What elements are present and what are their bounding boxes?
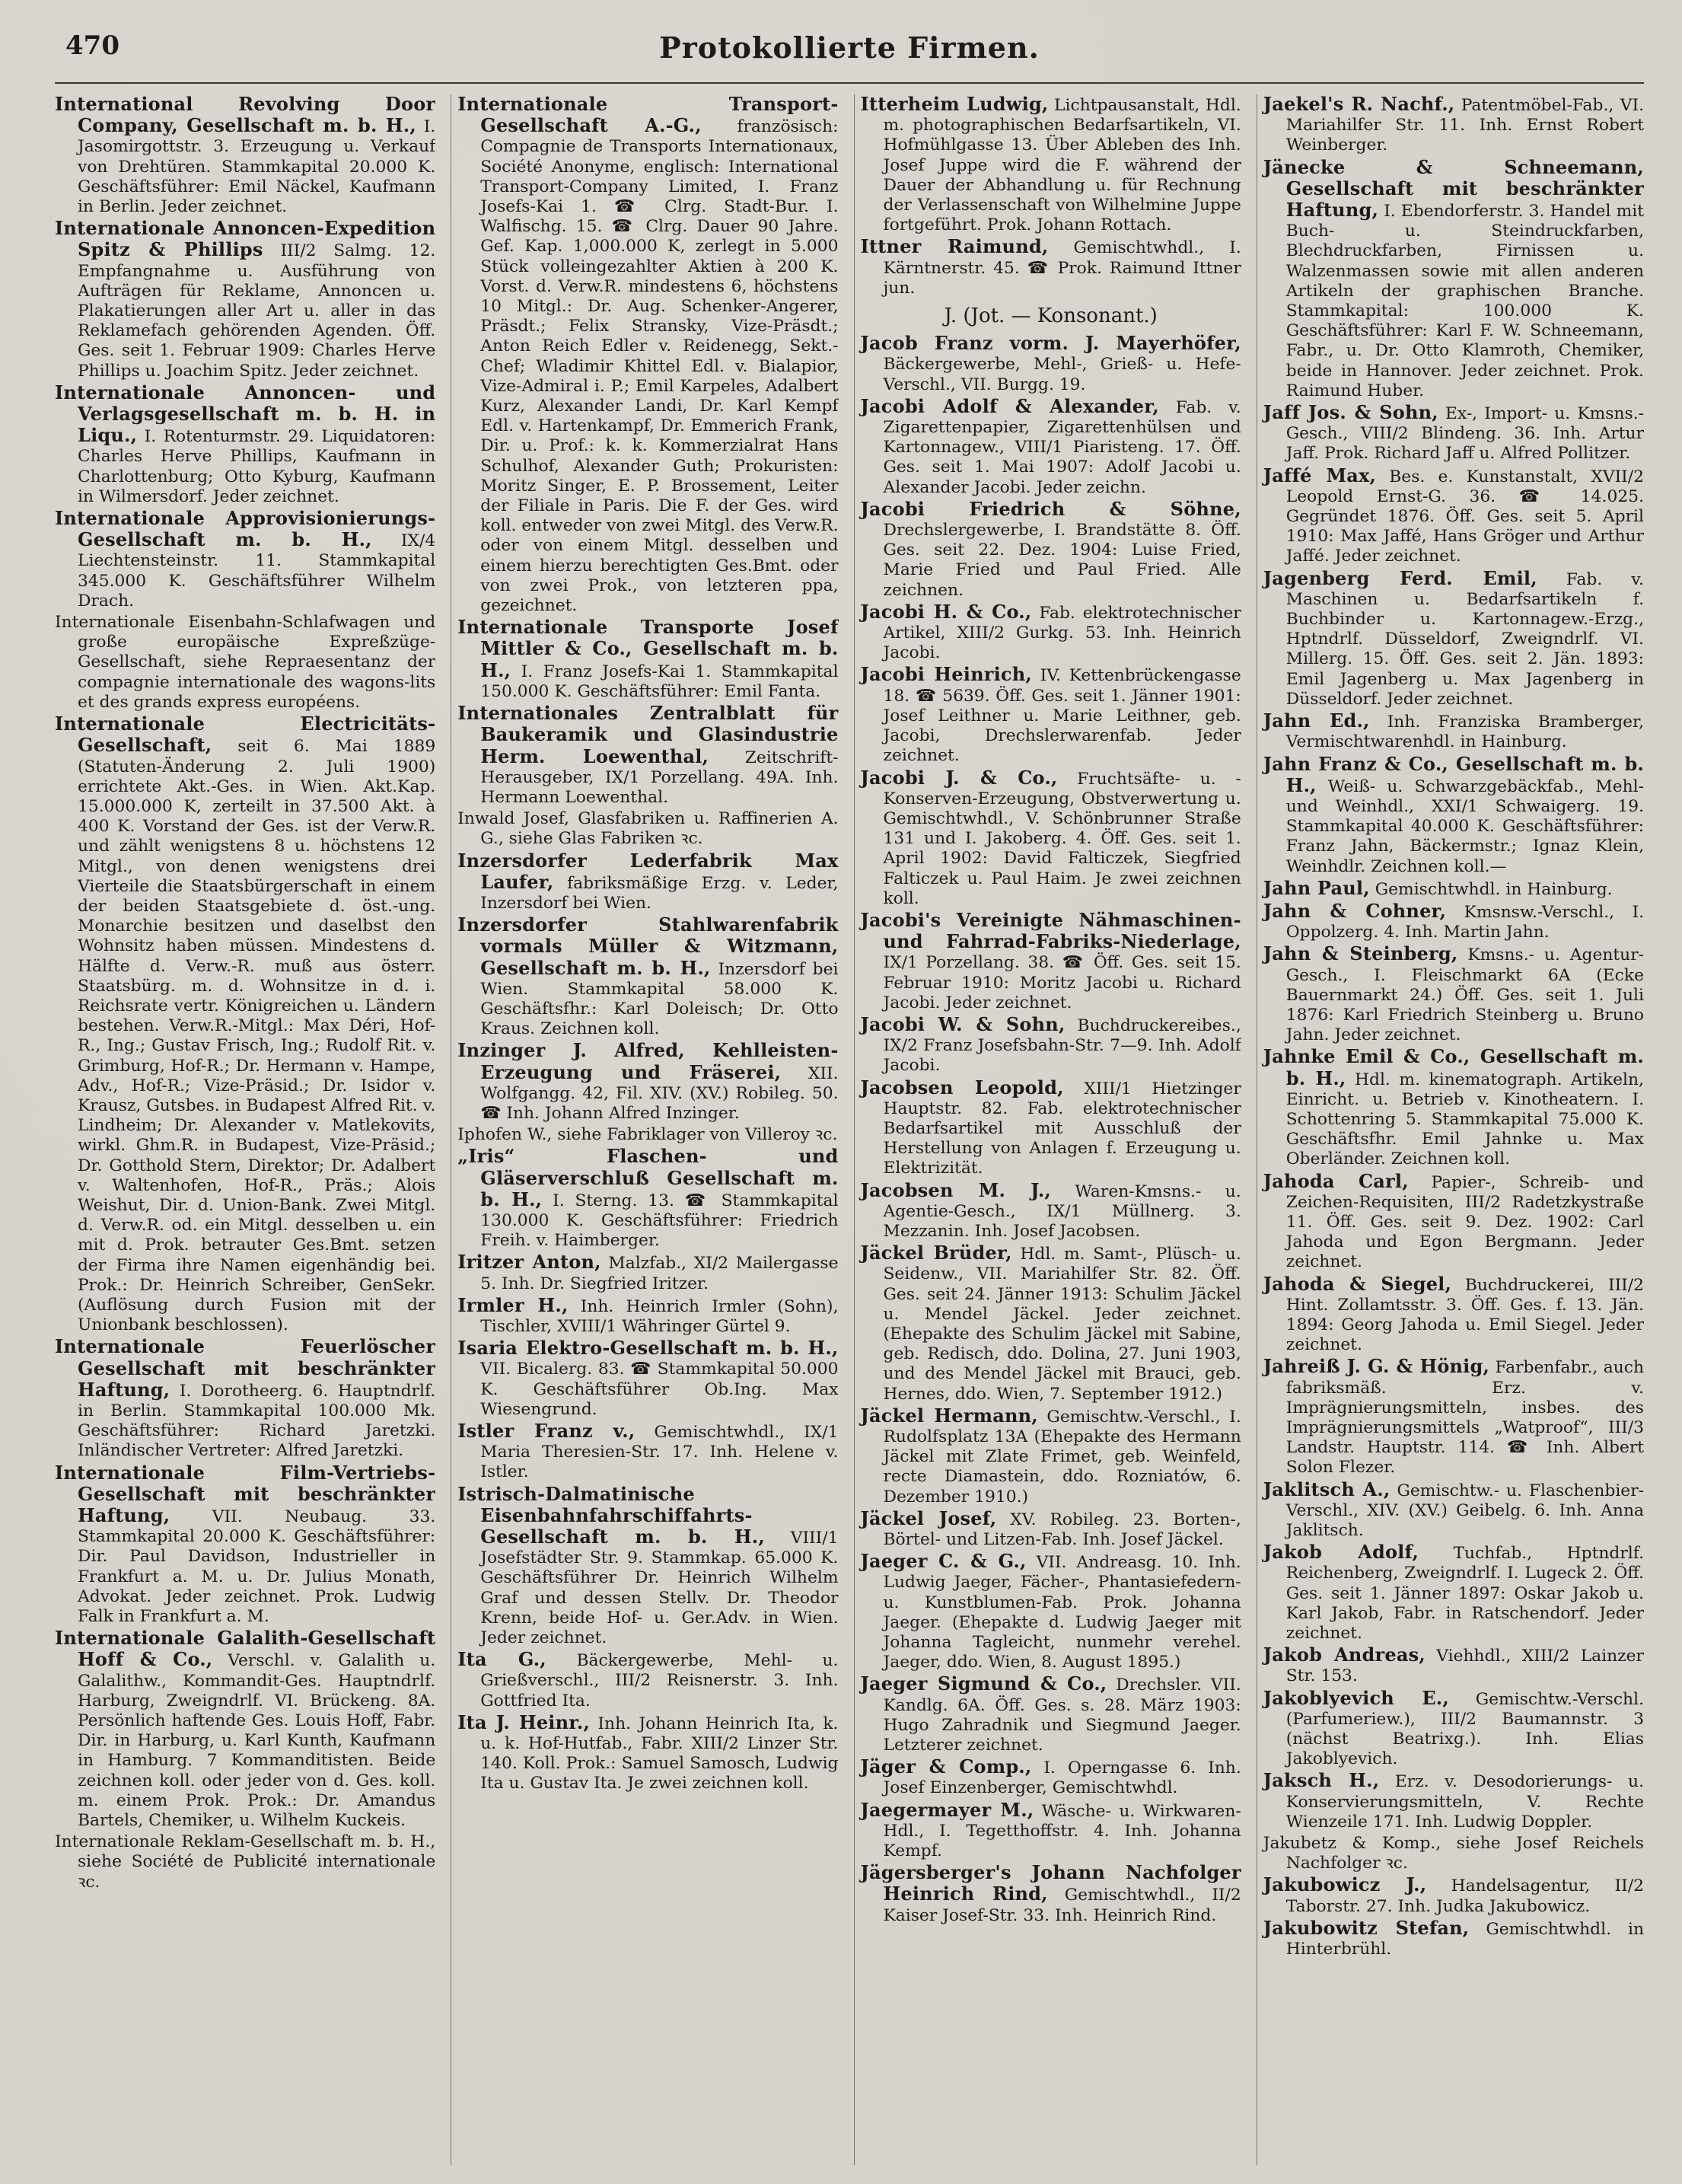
company-entry	[861, 1800, 1241, 1862]
company-name: Itterheim Ludwig,	[860, 94, 1049, 115]
company-entry	[1263, 1542, 1644, 1644]
company-name: Jahn & Cohner,	[1263, 899, 1447, 922]
company-name: Jakoblyevich E.,	[1263, 1686, 1449, 1709]
company-details: Jakubetz & Komp., siehe Josef Reichels Nachfolger ꝛc.	[1263, 1834, 1644, 1873]
company-entry	[457, 1484, 838, 1649]
company-name: Jahn Franz & Co., Gesellschaft m. b. H.,	[1263, 752, 1644, 796]
company-entry	[1263, 711, 1644, 752]
company-details: I. Sterng. 13. ☎ Stammkapital 130.000 K. Geschäftsführer: Friedrich Freih. v. Haimberger.	[480, 1191, 839, 1251]
company-name: Jäckel Josef,	[860, 1506, 997, 1529]
company-name: Jägersberger's Johann Nachfolger Heinrich Rind,	[860, 1861, 1241, 1905]
company-entry	[55, 714, 435, 1335]
company-name: Ita J. Heinr.,	[457, 1711, 591, 1733]
company-entry	[457, 1713, 838, 1794]
company-details: Gemischtwhdl., IX/1 Maria Theresien-Str. 17. Inh. Helene v. Istler.	[480, 1423, 839, 1482]
company-entry	[457, 1041, 838, 1124]
company-details: Ex-, Import- u. Kmsns.-Gesch., VIII/2 Blindeng. 36. Inh. Artur Jaff. Prok. Richard Jaff u. Alfred Pollitzer.	[1285, 404, 1644, 464]
company-entry	[1263, 466, 1644, 567]
company-entry	[1263, 878, 1644, 900]
company-entry	[1263, 1274, 1644, 1356]
company-details: Inh. Heinrich Irmler (Sohn), Tischler, XVIII/1 Währinger Gürtel 9.	[480, 1296, 839, 1336]
company-details: Gemischtwhdl., I. Kärntnerstr. 45. ☎ Prok. Raimund Ittner jun.	[883, 238, 1241, 298]
company-name: Jacobi Heinrich,	[860, 663, 1032, 686]
company-entry	[861, 665, 1241, 766]
company-details: XV. Robileg. 23. Borten-, Börtel- und Litzen-Fab. Inh. Josef Jäckel.	[883, 1510, 1241, 1550]
company-name: Jacob Franz vorm. J. Mayerhöfer,	[860, 332, 1241, 355]
company-details: Weiß- u. Schwarzgebäckfab., Mehl- und Weinhdl., XXI/1 Schwaigerg. 19. Stammkapital 40.000 K. Geschäftsführer: Franz Jahn, Bäckermstr.; Ignaz Klein, Weinhdlr. Zeichnen koll.—	[1285, 776, 1644, 876]
company-entry	[861, 1551, 1241, 1672]
company-details: I. Operngasse 6. Inh. Josef Einzenberger, Gemischtwhdl.	[883, 1758, 1241, 1798]
company-entry	[457, 1293, 839, 1337]
company-details: Malzfab., XI/2 Mailergasse 5. Inh. Dr. Siegfried Iritzer.	[480, 1254, 839, 1293]
company-details: Bäckergewerbe, Mehl-, Grieß- u. Hefe-Verschl., VII. Burgg. 19.	[883, 355, 1241, 394]
company-name: Jahnke Emil & Co., Gesellschaft m. b. H.,	[1263, 1045, 1644, 1089]
company-details: fabriksmäßige Erzg. v. Leder, Inzersdorf bei Wien.	[480, 873, 839, 913]
company-details: Fab. v. Maschinen u. Bedarfsartikeln f. Buchbinder u. Kartonnagew.-Erzg., Hptndrlf. Düsseldorf, Zweigndrlf. VI. Millerg. 15. Öff. Ges. seit 2. Jän. 1893: Emil Jagenberg u. Max Jagenberg in Düsseldorf. Jeder zeichnet.	[1285, 569, 1644, 709]
company-details: Fab. v. Zigarettenpapier, Zigarettenhülsen und Kartonnagew., VIII/1 Piaristeng. 17. Öff. Ges. seit 1. Mai 1907: Adolf Jacobi u. Alexander Jacobi. Jeder zeichn.	[883, 397, 1241, 497]
company-entry	[1263, 1047, 1644, 1169]
company-entry	[861, 1078, 1241, 1179]
company-entry	[861, 94, 1241, 235]
column-3	[854, 94, 1241, 2165]
company-entry	[861, 333, 1241, 395]
company-name: Internationale Annoncen- und Verlagsgesellschaft m. b. H. in Liqu.,	[55, 381, 436, 447]
company-details: Zeitschrift-Herausgeber, IX/1 Porzellang. 49A. Inh. Hermann Loewenthal.	[480, 748, 839, 807]
company-details: Gemischtwhdl. in Hainburg.	[1375, 879, 1613, 899]
company-name: Ita G.,	[457, 1648, 546, 1671]
company-details: Verschl. v. Galalith u. Galalithw., Kommandit-Ges. Hauptndrlf. Harburg, Zweigndrlf. VI. Brückeng. 8A. Persönlich haftende Ges. Louis Hoff, Fabr. Dir. in Harburg, u. Karl Kunth, Kaufmann in Hamburg. 7 Kommanditisten. Beide zeichnen koll. oder jeder von d. Ges. koll. m. einem Prok. Prok.: Dr. Amandus Bartels, Chemiker, u. Wilhelm Kuckeis.	[78, 1651, 436, 1831]
company-details: III/2 Salmg. 12. Empfangnahme u. Ausführung von Aufträgen für Reklame, Annoncen u. Plakatierungen aller Art u. aller in das Reklamefach gehörenden Agenden. Öff. Ges. seit 1. Februar 1909: Charles Herve Phillips u. Joachim Spitz. Jeder zeichnet.	[78, 241, 436, 381]
company-details: seit 6. Mai 1889 (Statuten-Änderung 2. Juli 1900) errichtete Akt.-Ges. in Wien. Akt.Kap. 15.000.000 K, zerteilt in 37.500 Akt. à 400 K. Vorstand der Ges. ist der Verw.R. und zählt wenigstens 8 u. höchstens 12 Mitgl., von denen wenigstens drei Vierteile die Staatsbürgerschaft in einem der beiden Staatsgebiete d. öst.-ung. Monarchie besitzen und daselbst den Wohnsitz haben müssen. Mindestens d. Hälfte d. Verw.-R. muß aus österr. Staatsbürg. m. d. Wohnsitze in d. i. Reichsrate vertr. Königreichen u. Ländern bestehen. Verw.R.-Mitgl.: Max Déri, Hof-R., Ing.; Gustav Frisch, Ing.; Rudolf Rit. v. Grimburg, Hof-R.; Dr. Hermann v. Hampe, Adv., Hof-R.; Vize-Präsid.; Dr. Isidor v. Krausz, Gutsbes. in Budapest Alfred Rit. v. Lindheim; Dr. Alexander v. Matlekovits, wirkl. Ghm.R. in Budapest, Vize-Präsid.; Dr. Gotthold Stern, Direktor; Dr. Adalbert v. Waltenhofen, Hof-R., Präs.; Alois Weishut, Dir. d. Union-Bank. Zwei Mitgl. d. Verw.R. od. ein Mitgl. desselben u. ein mit d. Prok. betrauter Ges.Bmt. setzen der Firma ihre Namen eigenhändig bei. Prok.: Dr. Heinrich Schreiber, GenSekr. (Auflösung durch Fusion mit der Unionbank beschlossen).	[78, 737, 436, 1335]
company-details: Kmsnsw.-Verschl., I. Oppolzerg. 4. Inh. Martin Jahn.	[1285, 902, 1644, 942]
company-details: I. Jasomirgottstr. 3. Erzeugung u. Verkauf von Drehtüren. Stammkapital 20.000 K. Geschäftsführer: Emil Näckel, Kaufmann in Berlin. Jeder zeichnet.	[78, 117, 436, 217]
company-details: Gemischtw.-Verschl., I. Rudolfsplatz 13A (Ehepakte des Hermann Jäckel mit Zlate Frimet, geb. Weinfeld, recte Diamastein, ddo. Rozniatów, 6. Dezember 1910.)	[883, 1407, 1241, 1506]
company-name: Istrisch-Dalmatinische Eisenbahnfahrschiffahrts-Gesellschaft m. b. H.,	[457, 1482, 765, 1548]
page-number: 470	[65, 30, 119, 61]
company-details: Wäsche- u. Wirkwaren-Hdl., I. Tegetthoffstr. 4. Inh. Johanna Kempf.	[883, 1801, 1241, 1861]
company-details: Waren-Kmsns.- u. Agentie-Gesch., IX/1 Müllnerg. 3. Mezzanin. Inh. Josef Jacobsen.	[883, 1181, 1241, 1241]
company-details: Internationale Reklam-Gesellschaft m. b. H., siehe Société de Publicité internationale ꝛc.	[55, 1832, 436, 1892]
company-entry	[860, 394, 1241, 498]
company-entry	[1263, 1480, 1644, 1542]
company-name: Jahn Ed.,	[1263, 709, 1370, 732]
company-details: Internationale Eisenbahn-Schlafwagen und große europäische Expreßzüge-Gesellschaft, siehe Repraesentanz der compagnie internationale des wagons-lits et des grands express européens.	[55, 613, 436, 712]
company-details: Gemischtwhdl. in Hinterbrühl.	[1285, 1919, 1644, 1959]
company-entry	[861, 1674, 1241, 1755]
company-entry	[860, 1178, 1241, 1242]
company-details: Fruchtsäfte- u. -Konserven-Erzeugung, Obstverwertung u. Gemischtwhdl., V. Schönbrunner Straße 131 und I. Jakoberg. 4. Öff. Ges. seit 1. April 1902: David Falticzek, Siegfried Falticzek u. Paul Haim. Je zwei zeichnen koll.	[883, 769, 1241, 908]
company-details: Inh. Johann Heinrich Ita, k. u. k. Hof-Hutfab., Fabr. XIII/2 Linzer Str. 140. Koll. Prok.: Samuel Samosch, Ludwig Ita u. Gustav Ita. Je zwei zeichnen koll.	[480, 1714, 839, 1793]
company-entry	[457, 809, 838, 849]
company-entry	[860, 1506, 1241, 1550]
company-details: Farbenfabr., auch fabriksmäß. Erz. v. Imprägnierungsmitteln, insbes. des Imprägnierungsmittels „Watproof“, III/3 Landstr. Hauptstr. 114. ☎ Inh. Albert Solon Flezer.	[1285, 1358, 1644, 1478]
company-details: Bes. e. Kunstanstalt, XVII/2 Leopold Ernst-G. 36. ☎ 14.025. Gegründet 1876. Öff. Ges. seit 5. April 1910: Max Jaffé, Hans Gröger und Arthur Jaffé. Jeder zeichnet.	[1285, 467, 1644, 566]
company-entry	[1263, 1688, 1644, 1770]
company-details: Viehhdl., XIII/2 Lainzer Str. 153.	[1285, 1647, 1644, 1686]
company-name: Internationale Galalith-Gesellschaft Hoff & Co.,	[55, 1627, 436, 1671]
company-details: Kmsns.- u. Agentur-Gesch., I. Fleischmarkt 6A (Ecke Bauernmarkt 24.) Öff. Ges. seit 1. Juli 1876: Karl Friedrich Steinberg u. Bruno Jahn. Jeder zeichnet.	[1285, 945, 1644, 1045]
company-name: Jakubowitz Stefan,	[1263, 1916, 1470, 1939]
company-entry	[457, 1146, 838, 1251]
company-entry	[457, 915, 838, 1039]
company-entry	[1263, 754, 1644, 877]
company-name: Jäckel Hermann,	[860, 1404, 1038, 1427]
company-details: Gemischtwhdl., II/2 Kaiser Josef-Str. 33. Inh. Heinrich Rind.	[883, 1886, 1241, 1925]
company-entry	[1263, 566, 1644, 709]
company-name: Jacobi's Vereinigte Nähmaschinen- und Fahrrad-Fabriks-Niederlage,	[860, 908, 1241, 953]
column-2	[451, 94, 838, 2165]
company-details: Buchdruckereibes., IX/2 Franz Josefsbahn-Str. 7—9. Inh. Adolf Jacobi.	[883, 1015, 1241, 1076]
company-details: Inh. Franziska Bramberger, Vermischtwarenhdl. in Hainburg.	[1285, 713, 1644, 752]
company-name: Internationale Film-Vertriebs-Gesellschaft mit beschränkter Haftung,	[55, 1461, 436, 1527]
company-details: I. Dorotheerg. 6. Hauptndrlf. in Berlin. Stammkapital 100.000 Mk. Geschäftsführer: Richard Jaretzki. Inländischer Vertreter: Alfred Jaretzki.	[78, 1381, 436, 1461]
company-entry	[457, 1338, 838, 1420]
company-entry	[1263, 1645, 1644, 1686]
company-name: Internationale Feuerlöscher Gesellschaft mit beschränkter Haftung,	[55, 1335, 436, 1401]
company-name: Internationales Zentralblatt für Baukeramik und Glasindustrie Herm. Loewenthal,	[457, 702, 839, 767]
company-details: I. Ebendorferstr. 3. Handel mit Buch- u. Steindruckfarben, Blechdruckfarben, Firnissen u. Walzenmassen sowie mit allen anderen Artikeln der graphischen Branche. Stammkapital: 100.000 K. Geschäftsführer: Karl F. W. Schneemann, Fabr., u. Dr. Otto Klamroth, Chemiker, beide in Hannover. Jeder zeichnet. Prok. Raimund Huber.	[1285, 202, 1644, 400]
company-details: französisch: Compagnie de Transports Internationaux, Société Anonyme, englisch: International Transport-Company Limited, I. Franz Josefs-Kai 1. ☎ Clrg. Stadt-Bur. I. Walfischg. 15. ☎ Clrg. Dauer 90 Jahre. Gef. Kap. 1,000.000 K, zerlegt in 5.000 Stück volleingezahlter Aktien à 200 K. Vorst. d. Verw.R. mindestens 6, höchstens 10 Mitgl.: Dr. Aug. Schenker-Angerer, Präsdt.; Felix Stransky, Vize-Präsdt.; Anton Reich Edler v. Reidenegg, Sekt.-Chef; Wladimir Khittel Edl. v. Bialapior, Vize-Admiral i. P.; Emil Karpeles, Adalbert Kurz, Alexander Landi, Dr. Karl Kempf Edl. v. Hartenkampf, Dr. Emmerich Frank, Dir. u. Prof.: k. k. Kommerzialrat Hans Schulhof, Alexander Guth; Prokuristen: Moritz Singer, E. P. Brossement, Leiter der Filiale in Paris. Die F. der Ges. wird koll. entweder von zwei Mitgl. des Verw.R. oder von einem Mitgl. desselben und einem hierzu berechtigten Ges.Bmt. oder von zwei Prok., von letzteren ppa, gezeichnet.	[480, 117, 839, 616]
company-name: Internationale Electricitäts-Gesellschaft,	[55, 713, 436, 757]
company-details: Iphofen W., siehe Fabriklager von Villeroy ꝛc.	[457, 1125, 838, 1145]
company-details: Drechslergewerbe, I. Brandstätte 8. Öff. Ges. seit 22. Dez. 1904: Luise Fried, Marie Fried und Paul Fried. Alle zeichnen.	[883, 521, 1241, 600]
company-name: Jahoda & Siegel,	[1263, 1272, 1452, 1295]
company-entry	[55, 218, 435, 381]
company-details: VIII/1 Josefstädter Str. 9. Stammkap. 65.000 K. Geschäftsführer Dr. Heinrich Wilhelm Graf und dessen Stellv. Dr. Theodor Krenn, beide Hof- u. Ger.Adv. in Wien. Jeder zeichnet.	[480, 1529, 839, 1648]
company-name: Jahreiß J. G. & Hönig,	[1263, 1355, 1490, 1378]
company-entry	[860, 1012, 1241, 1076]
company-name: Jagenberg Ferd. Emil,	[1263, 566, 1537, 589]
company-details: VII. Neubaug. 33. Stammkapital 20.000 K. Geschäftsführer: Dir. Paul Davidson, Industrieller in Frankfurt a. M. u. Dr. Julius Monath, Advokat. Jeder zeichnet. Prok. Ludwig Falk in Frankfurt a. M.	[78, 1507, 436, 1627]
company-name: International Revolving Door Company, Gesellschaft m. b. H.,	[55, 94, 436, 137]
company-name: Jahn Paul,	[1263, 876, 1370, 899]
company-details: Gemischtw.-Verschl. (Parfumeriew.), III/2 Baumannstr. 3 (nächst Beatrixg.). Inh. Elias Jakoblyevich.	[1285, 1689, 1644, 1769]
company-name: Jaeger Sigmund & Co.,	[860, 1672, 1107, 1695]
company-name: „Iris“ Flaschen- und Gläserverschluß Gesellschaft m. b. H.,	[457, 1145, 839, 1210]
company-details: Bäckergewerbe, Mehl- u. Grießverschl., III/2 Reisnerstr. 3. Inh. Gottfried Ita.	[480, 1651, 839, 1711]
company-entry	[1263, 1834, 1644, 1873]
company-entry	[1263, 1771, 1644, 1832]
company-name: Jakob Andreas,	[1263, 1644, 1426, 1666]
company-entry	[861, 1406, 1241, 1507]
company-details: Buchdruckerei, III/2 Hint. Zollamtsstr. 3. Öff. Ges. f. 13. Jän. 1894: Georg Jahoda u. Emil Siegel. Jeder zeichnet.	[1285, 1275, 1644, 1355]
company-name: Jacobi H. & Co.,	[860, 600, 1032, 623]
company-name: Jacobi W. & Sohn,	[860, 1012, 1066, 1035]
company-details: Tuchfab., Hptndrlf. Reichenberg, Zweigndrlf. I. Lugeck 2. Öff. Ges. seit 1. Jänner 1897: Oskar Jakob u. Karl Jakob, Fabr. in Ratschendorf. Jeder zeichnet.	[1285, 1544, 1644, 1644]
company-entry	[457, 617, 838, 702]
section-heading: J. (Jot. — Konsonant.)	[944, 304, 1158, 328]
company-entry	[861, 768, 1241, 909]
company-details: Hdl. m. Samt-, Plüsch- u. Seidenw., VII. Mariahilfer Str. 82. Öff. Ges. seit 24. Jänner 1913: Schulim Jäckel u. Mendel Jäckel. Jeder zeichnet. (Ehepakte des Schulim Jäckel mit Sabine, geb. Redisch, ddo. Dolina, 27. Juni 1903, und des Mendel Jäckel mit Brauci, geb. Hernes, ddo. Wien, 7. September 1912.)	[883, 1245, 1241, 1404]
company-details: Papier-, Schreib- und Zeichen-Requisiten, III/2 Radetzkystraße 11. Öff. Ges. seit 9. Dez. 1902: Carl Jahoda und Egon Bergmann. Jeder zeichnet.	[1285, 1172, 1644, 1272]
company-details: Patentmöbel-Fab., VI. Mariahilfer Str. 11. Inh. Ernst Robert Weinberger.	[1285, 96, 1644, 155]
company-entry	[457, 94, 838, 616]
company-name: Ittner Raimund,	[860, 235, 1049, 258]
company-entry	[1263, 1875, 1644, 1916]
company-entry	[457, 1252, 838, 1293]
company-entry	[55, 613, 435, 713]
company-name: Jaeger C. & G.,	[860, 1550, 1027, 1573]
column-4	[1257, 94, 1644, 2165]
company-name: Jäckel Brüder,	[860, 1242, 1012, 1264]
company-entry	[1263, 155, 1644, 401]
company-name: Jänecke & Schneemann, Gesellschaft mit beschränkter Haftung,	[1263, 155, 1644, 222]
company-entry	[1263, 1169, 1644, 1273]
company-name: Jakob Adolf,	[1263, 1541, 1419, 1564]
company-entry	[1263, 901, 1644, 942]
company-name: Internationale Annoncen-Expedition Spitz & Phillips	[55, 217, 436, 261]
company-name: Iritzer Anton,	[457, 1251, 601, 1274]
company-entry	[457, 1650, 838, 1711]
company-entry	[55, 94, 435, 217]
company-details: Inwald Josef, Glasfabriken u. Raffinerien A. G., siehe Glas Fabriken ꝛc.	[457, 809, 839, 849]
company-details: I. Rotenturmstr. 29. Liquidatoren: Charles Herve Phillips, Kaufmann in Charlottenburg; Otto Kyburg, Kaufmann in Wilmersdorf. Jeder zeichnet.	[78, 427, 436, 506]
company-entry	[861, 910, 1241, 1013]
company-entry	[457, 1125, 838, 1145]
column-1	[55, 94, 435, 2165]
company-entry	[861, 499, 1241, 601]
company-details: Handelsagentur, II/2 Taborstr. 27. Inh. Judka Jakubowicz.	[1285, 1876, 1644, 1916]
company-entry	[457, 1421, 838, 1483]
company-details: Gemischtw.- u. Flaschenbier-Verschl., XIV. (XV.) Geibelg. 6. Inh. Anna Jaklitsch.	[1285, 1481, 1644, 1541]
company-name: Jaksch H.,	[1263, 1769, 1380, 1792]
company-details: I. Franz Josefs-Kai 1. Stammkapital 150.000 K. Geschäftsführer: Emil Fanta.	[480, 662, 839, 701]
company-name: Jakubowicz J.,	[1263, 1873, 1427, 1896]
company-name: Inzinger J. Alfred, Kehlleisten-Erzeugung und Fräserei,	[457, 1039, 839, 1083]
company-details: Inzersdorf bei Wien. Stammkapital 58.000 K. Geschäftsfhr.: Karl Doleisch; Dr. Otto Kraus. Zeichnen koll.	[480, 959, 839, 1039]
company-entry	[861, 1243, 1241, 1404]
company-entry	[457, 703, 838, 808]
company-name: Inzersdorfer Lederfabrik Max Laufer,	[457, 849, 839, 893]
company-name: Jaffé Max,	[1263, 464, 1377, 486]
company-entry	[457, 851, 838, 914]
company-name: Internationale Transporte Josef Mittler & Co., Gesellschaft m. b. H.,	[457, 616, 839, 681]
company-entry	[55, 1832, 435, 1892]
company-name: Jacobsen Leopold,	[860, 1076, 1064, 1098]
company-entry	[1263, 944, 1644, 1045]
company-details: Fab. elektrotechnischer Artikel, XIII/2 Gurkg. 53. Inh. Heinrich Jacobi.	[883, 603, 1241, 663]
running-title: Protokollierte Firmen.	[659, 30, 1040, 65]
company-details: Erz. v. Desodorierungs- u. Konservierungsmitteln, V. Rechte Wienzeile 171. Inh. Ludwig Doppler.	[1285, 1772, 1644, 1832]
company-details: IX/1 Porzellang. 38. ☎ Öff. Ges. seit 15. Februar 1910: Moritz Jacobi u. Richard Jacobi. Jeder zeichnet.	[883, 953, 1241, 1012]
company-details: XII. Wolfgangg. 42, Fil. XIV. (XV.) Robileg. 50. ☎ Inh. Johann Alfred Inzinger.	[480, 1063, 839, 1123]
columns	[55, 94, 1644, 2165]
company-name: Jaff Jos. & Sohn,	[1263, 401, 1438, 424]
company-name: Jahoda Carl,	[1263, 1169, 1409, 1192]
company-details: IX/4 Liechtensteinstr. 11. Stammkapital 345.000 K. Geschäftsführer Wilhelm Drach.	[78, 531, 436, 611]
company-entry	[55, 1337, 435, 1461]
company-entry	[1263, 403, 1644, 464]
company-entry	[1263, 1918, 1644, 1959]
company-name: Internationale Transport-Gesellschaft A.-G.,	[457, 94, 839, 137]
company-entry	[1263, 94, 1644, 156]
company-name: Istler Franz v.,	[457, 1420, 636, 1442]
company-name: Jacobi Adolf & Alexander,	[860, 394, 1159, 417]
company-entry	[861, 1757, 1241, 1798]
company-entry	[55, 383, 435, 507]
company-details: Lichtpausanstalt, Hdl. m. photographischen Bedarfsartikeln, VI. Hofmühlgasse 13. Über Ableben des Inh. Josef Juppe wird die F. während der Dauer der Abhandlung u. für Rechnung der Verlassenschaft von Wilhelmine Juppe fortgeführt. Prok. Johann Rottach.	[883, 96, 1241, 235]
company-name: Jäger & Comp.,	[860, 1755, 1032, 1778]
page-header	[55, 29, 1644, 84]
company-name: Jaegermayer M.,	[860, 1798, 1034, 1821]
company-name: Inzersdorfer Stahlwarenfabrik vormals Müller & Witzmann, Gesellschaft m. b. H.,	[457, 913, 839, 979]
company-name: Irmler H.,	[457, 1293, 569, 1316]
company-entry	[861, 237, 1241, 298]
company-details: Drechsler. VII. Kandlg. 6A. Öff. Ges. s. 28. März 1903: Hugo Zahradnik und Siegmund Jaeger. Letzterer zeichnet.	[883, 1675, 1241, 1755]
company-entry	[55, 1463, 435, 1628]
company-name: Jaklitsch A.,	[1263, 1478, 1391, 1500]
company-name: Isaria Elektro-Gesellschaft m. b. H.,	[457, 1337, 839, 1360]
company-name: Jacobi Friedrich & Söhne,	[860, 497, 1241, 520]
company-name: Jacobsen M. J.,	[860, 1178, 1051, 1201]
company-name: Jahn & Steinberg,	[1263, 942, 1458, 965]
company-entry	[1263, 1357, 1644, 1478]
company-details: IV. Kettenbrückengasse 18. ☎ 5639. Öff. Ges. seit 1. Jänner 1901: Josef Leithner u. Marie Leithner, geb. Jacobi, Drechslerwarenfab. Jeder zeichnet.	[883, 666, 1241, 766]
company-details: VII. Andreasg. 10. Inh. Ludwig Jaeger, Fächer-, Phantasiefedern- u. Kunstblumen-Fab. Prok. Johanna Jaeger. (Ehepakte d. Ludwig Jaeger mit Johanna Tagleicht, nunmehr verehel. Jaeger, ddo. Wien, 8. August 1895.)	[883, 1553, 1241, 1672]
company-entry	[55, 509, 435, 611]
company-details: XIII/1 Hietzinger Hauptstr. 82. Fab. elektrotechnischer Bedarfsartikel mit Ausschluß der Herstellung von Anlagen f. Erzeugung u. Elektrizität.	[883, 1079, 1241, 1178]
company-details: VII. Bicalerg. 83. ☎ Stammkapital 50.000 K. Geschäftsführer Ob.Ing. Max Wiesengrund.	[480, 1360, 839, 1419]
company-name: Jaekel's R. Nachf.,	[1263, 94, 1455, 115]
company-details: Hdl. m. kinematograph. Artikeln, Einricht. u. Betrieb v. Kinotheatern. I. Schottenring 5. Stammkapital 75.000 K. Geschäftsfhr. Emil Jahnke u. Max Oberländer. Zeichnen koll.	[1285, 1070, 1644, 1169]
company-name: Internationale Approvisionierungs-Gesellschaft m. b. H.,	[55, 507, 436, 551]
company-name: Jacobi J. & Co.,	[860, 766, 1058, 789]
company-entry	[861, 602, 1241, 664]
company-entry	[55, 1628, 435, 1831]
company-entry	[861, 1863, 1241, 1926]
